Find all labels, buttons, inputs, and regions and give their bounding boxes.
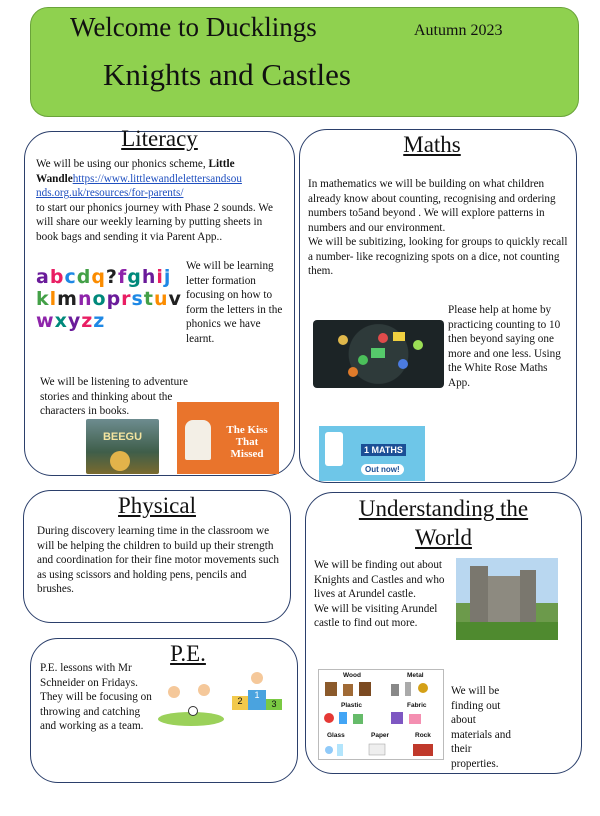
- alphabet-letter: ?: [105, 266, 117, 288]
- child-figure: [168, 686, 180, 698]
- alphabet-letter: i: [156, 266, 163, 288]
- app-badge: 1 MATHS: [361, 444, 406, 456]
- alphabet-letter: v: [168, 288, 181, 310]
- maths-intro: [308, 177, 570, 279]
- literacy-title: Literacy: [121, 126, 198, 151]
- maths-text-1: In mathematics we will be building on what children already know about counting, recognising and ordering numbers to5and beyond . We will explore patterns in numbers and our environment.: [308, 178, 556, 234]
- material-paper: Paper: [371, 732, 390, 739]
- material-rock: Rock: [415, 732, 431, 739]
- stories-text: We will be listening to adventure stories and thinking about the characters in books.: [40, 376, 188, 417]
- winner-child: [251, 672, 263, 684]
- alphabet-letters-image: [36, 266, 184, 366]
- book-cover-kiss-that-missed: [177, 402, 279, 474]
- phonics-link-line2: nds.org.uk/resources/for-parents/: [36, 187, 184, 199]
- maths-app-advert: [319, 426, 425, 481]
- beegu-title: BEEGU: [102, 431, 143, 443]
- podium-third: 3: [266, 699, 282, 710]
- material-wood: Wood: [343, 672, 361, 679]
- alphabet-letter: c: [64, 266, 76, 288]
- phonics-scheme-name: Little Wandle: [36, 158, 235, 185]
- alphabet-letter: r: [121, 288, 131, 310]
- utw-intro: [314, 558, 452, 631]
- maths-help-text: Please help at home by practicing counting to 10 then beyond saying one more and one less. Using the White Rose Maths App.: [448, 304, 561, 389]
- alphabet-letter: d: [76, 266, 91, 288]
- understanding-world-title-line1: Understanding the: [358, 496, 529, 521]
- literacy-intro: [36, 157, 286, 244]
- alphabet-letter: q: [91, 266, 105, 288]
- counting-objects: [313, 320, 444, 388]
- pe-title: P.E.: [170, 641, 206, 666]
- kiss-book-title: The Kiss That Missed: [226, 424, 268, 460]
- alphabet-letter: b: [49, 266, 64, 288]
- alphabet-letter: z: [93, 310, 105, 332]
- page-title: Welcome to Ducklings: [70, 12, 317, 42]
- alphabet-letter: m: [57, 288, 77, 310]
- utw-text-1: We will be finding out about Knights and Castles and who lives at Arundel castle.: [314, 559, 445, 600]
- physical-title: Physical: [118, 493, 196, 518]
- maths-text-2: We will be subitizing, looking for groups to quickly recall a number- like recognizing spots on a dice, not counting them.: [308, 236, 568, 277]
- phone-icon: [325, 432, 343, 466]
- pe-text: P.E. lessons with Mr Schneider on Fridays. They will be focusing on throwing and catching and working as a team.: [40, 662, 152, 732]
- materials-chart: [318, 669, 444, 760]
- podium-second: 2: [232, 696, 248, 710]
- alphabet-letter: p: [106, 288, 121, 310]
- ball-icon: [188, 706, 198, 716]
- utw-text-2: We will be visiting Arundel castle to find out more.: [314, 602, 438, 629]
- literacy-intro-text: We will be using our phonics scheme,: [36, 158, 209, 170]
- castle-garden: [456, 622, 558, 640]
- material-glass: Glass: [327, 732, 345, 739]
- castle-tower: [520, 570, 536, 624]
- app-out-now-label: Out now!: [361, 464, 404, 475]
- alphabet-letter: a: [36, 266, 49, 288]
- material-metal: Metal: [407, 672, 424, 679]
- knight-illustration: [185, 420, 211, 460]
- alphabet-letter: g: [127, 266, 141, 288]
- counting-tray-photo: [313, 320, 444, 388]
- alphabet-letter: y: [67, 310, 81, 332]
- alphabet-letter: h: [141, 266, 156, 288]
- beegu-character: [110, 451, 130, 471]
- alphabet-letter: u: [153, 288, 168, 310]
- castle-tower: [470, 566, 488, 624]
- understanding-world-title-line2: World: [415, 525, 472, 550]
- child-figure: [198, 684, 210, 696]
- physical-text: During discovery learning time in the classroom we will be helping the children to build up their strength and coordination for their fine motor movements such as using scissors and holding pens, pencils and brushes.: [37, 525, 280, 595]
- alphabet-letter: o: [92, 288, 106, 310]
- book-cover-beegu: [86, 419, 159, 474]
- alphabet-letter: w: [36, 310, 54, 332]
- alphabet-letter: t: [143, 288, 153, 310]
- material-object-icons: [319, 670, 444, 760]
- alphabet-letter: l: [49, 288, 57, 310]
- materials-text: We will be finding out about materials and their properties.: [451, 685, 511, 770]
- alphabet-letter: f: [117, 266, 127, 288]
- alphabet-letter: k: [36, 288, 49, 310]
- children-playing-image: [158, 680, 224, 726]
- alphabet-letter: j: [163, 266, 171, 288]
- term-date: Autumn 2023: [414, 22, 503, 39]
- alphabet-letter: z: [81, 310, 93, 332]
- alphabet-letter: x: [54, 310, 67, 332]
- alphabet-letter: s: [131, 288, 143, 310]
- alphabet-letter: n: [77, 288, 92, 310]
- topic-title: Knights and Castles: [103, 57, 351, 92]
- letter-formation-text: We will be learning letter formation focusing on how to form the letters in the phonics we have learnt.: [186, 260, 283, 345]
- maths-title: Maths: [403, 132, 461, 157]
- podium-image: [232, 670, 282, 710]
- podium-first: 1: [248, 690, 266, 710]
- phonics-link-line1: https://www.littlewandlelettersandsou: [72, 172, 242, 185]
- arundel-castle-photo: [456, 558, 558, 640]
- material-plastic: Plastic: [341, 702, 362, 709]
- material-fabric: Fabric: [407, 702, 427, 709]
- literacy-intro-continued: to start our phonics journey with Phase 2 sounds. We will share our weekly learning by putting sheets in book bags and sending it via Parent App..: [36, 201, 273, 243]
